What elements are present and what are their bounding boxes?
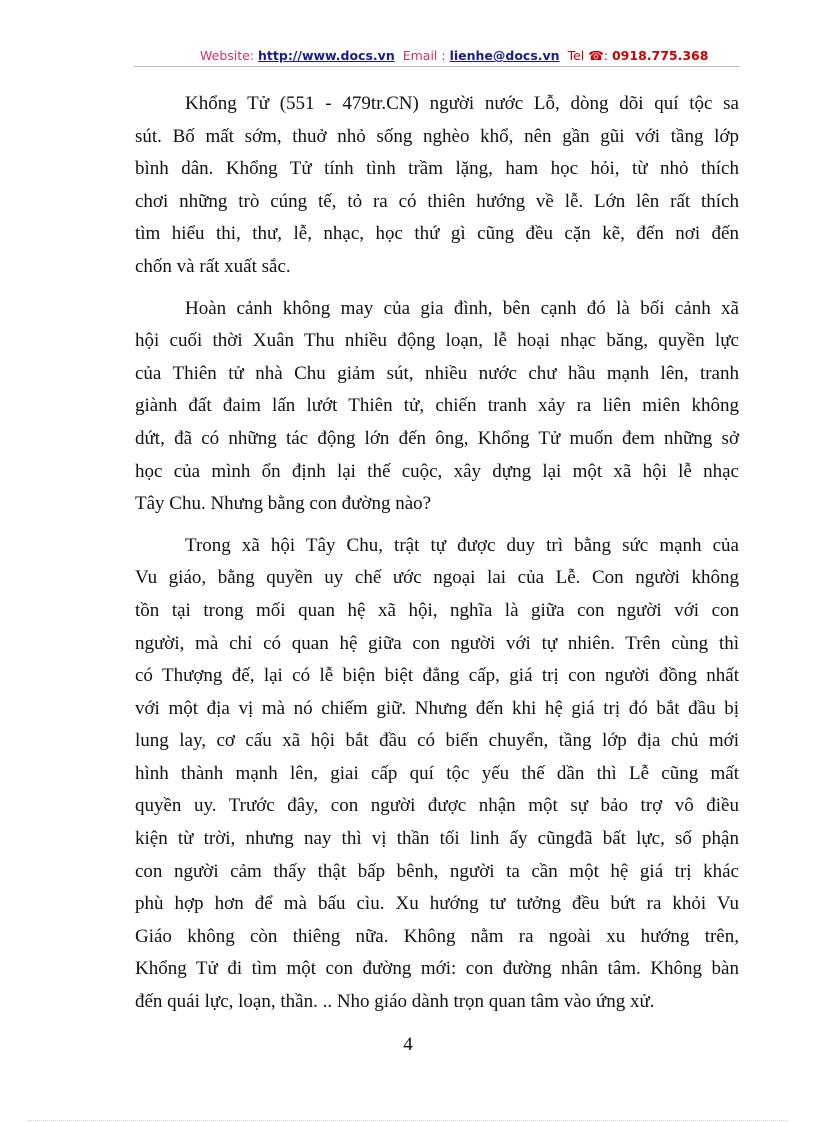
- header-divider: [134, 66, 740, 67]
- text-line: hình thành mạnh lên, giai cấp quí tộc yếu thế dần thì Lễ cũng mất: [135, 762, 739, 784]
- page-number: 4: [403, 1034, 413, 1055]
- text-line: lung lay, cơ cấu xã hội bắt đầu có biến chuyển, tầng lớp địa chủ mới: [135, 730, 739, 752]
- text-line: con người cảm thấy thật bấp bênh, người ta cần một hệ giá trị khác: [135, 860, 739, 882]
- text-line: Trong xã hội Tây Chu, trật tự được duy trì bằng sức mạnh của: [185, 534, 739, 556]
- text-line: của Thiên tử nhà Chu giảm sút, nhiều nước chư hầu mạnh lên, tranh: [135, 362, 739, 384]
- text-line: đến quái lực, loạn, thần. .. Nho giáo dành trọn quan tâm vào ứng xử.: [135, 991, 655, 1013]
- tel-value: 0918.775.368: [611, 48, 709, 63]
- text-line: chốn và rất xuất sắc.: [135, 255, 291, 277]
- email-link[interactable]: lienhe@docs.vn: [449, 48, 560, 63]
- text-line: Khổng Tử đi tìm một con đường mới: con đường nhân tâm. Không bàn: [135, 958, 739, 980]
- website-link[interactable]: http://www.docs.vn: [258, 48, 395, 63]
- page-header: [200, 48, 708, 63]
- text-line: kiện từ trời, nhưng nay thì vị thần tối linh ấy cũngđã bất lực, số phận: [135, 828, 739, 850]
- text-line: người, mà chỉ có quan hệ giữa con người với tự nhiên. Trên cùng thì: [135, 632, 739, 654]
- paragraph-1: [135, 88, 739, 284]
- text-line: dứt, đã có những tác động lớn đến ông, Khổng Tử muốn đem những sở: [135, 427, 739, 449]
- paragraph-2: [135, 293, 739, 521]
- email-label: Email :: [402, 48, 450, 63]
- text-line: tìm hiểu thi, thư, lễ, nhạc, học thứ gì cũng đều cặn kẽ, đến nơi đến: [135, 223, 739, 245]
- website-label: Website:: [200, 48, 259, 63]
- footer-divider: [28, 1120, 788, 1121]
- tel-label: Tel ☎:: [567, 48, 612, 63]
- document-body: [135, 88, 739, 1028]
- text-line: với một địa vị mà nó chiếm giữ. Nhưng đến khi hệ giá trị đó bắt đầu bị: [135, 697, 739, 719]
- text-line: bình dân. Khổng Tử tính tình trầm lặng, ham học hỏi, từ nhỏ thích: [135, 158, 739, 180]
- text-line: tồn tại trong mối quan hệ xã hội, nghĩa là giữa con người với con: [135, 599, 739, 621]
- text-line: sút. Bố mất sớm, thuở nhỏ sống nghèo khổ, nên gần gũi với tầng lớp: [135, 125, 739, 147]
- text-line: chơi những trò cúng tế, tỏ ra có thiên hướng về lễ. Lớn lên rất thích: [135, 190, 739, 212]
- text-line: Hoàn cảnh không may của gia đình, bên cạnh đó là bối cảnh xã: [185, 297, 739, 319]
- text-line: học của mình ổn định lại thế cuộc, xây dựng lại một xã hội lễ nhạc: [135, 460, 739, 482]
- text-line: giành đất đaim lấn lướt Thiên tử, chiến tranh xảy ra liên miên không: [135, 395, 739, 417]
- text-line: phù hợp hơn để mà bấu cìu. Xu hướng tư tưởng đều bứt ra khỏi Vu: [135, 893, 739, 915]
- text-line: có Thượng đế, lại có lễ biện biệt đẳng cấp, giá trị con người đồng nhất: [135, 665, 739, 687]
- text-line: quyền uy. Trước đây, con người được nhận một sự bảo trợ vô điều: [135, 795, 739, 817]
- text-line: hội cuối thời Xuân Thu nhiều động loạn, lễ hoại nhạc băng, quyền lực: [135, 330, 739, 352]
- text-line: Tây Chu. Nhưng bằng con đường nào?: [135, 493, 432, 515]
- text-line: Giáo không còn thiêng nữa. Không nằm ra ngoài xu hướng trên,: [135, 925, 739, 947]
- text-line: Khổng Tử (551 - 479tr.CN) người nước Lỗ, dòng dõi quí tộc sa: [185, 93, 739, 114]
- paragraph-3: [135, 530, 739, 1019]
- text-line: Vu giáo, bằng quyền uy chế ước ngoại lai của Lễ. Con người không: [135, 567, 739, 589]
